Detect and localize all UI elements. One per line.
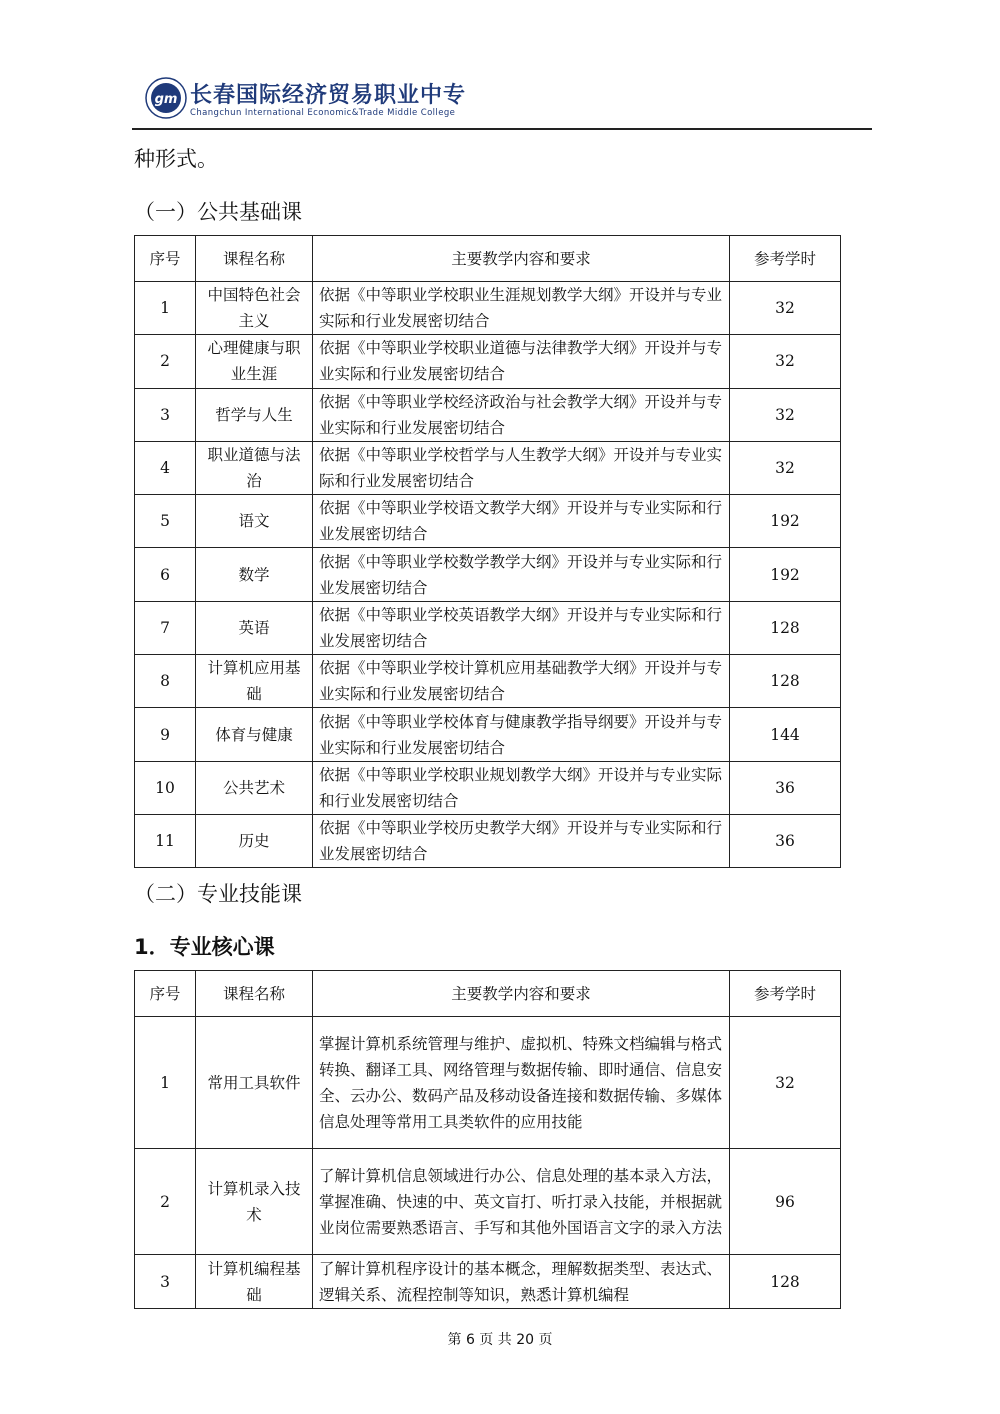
table-row xyxy=(135,495,841,548)
course-no: 1 xyxy=(135,1017,196,1149)
course-name: 常用工具软件 xyxy=(196,1017,313,1149)
course-hours: 128 xyxy=(730,601,841,654)
course-name: 历史 xyxy=(196,814,313,867)
public-courses-table xyxy=(134,235,841,868)
course-hours: 192 xyxy=(730,548,841,601)
table-row xyxy=(135,388,841,441)
course-name: 中国特色社会主义 xyxy=(196,282,313,335)
table-row xyxy=(135,335,841,388)
course-no: 3 xyxy=(135,388,196,441)
course-content: 依据《中等职业学校职业规划教学大纲》开设并与专业实际和行业发展密切结合 xyxy=(313,761,730,814)
subsection-title-core: 1．专业核心课 xyxy=(134,935,275,959)
table-row xyxy=(135,761,841,814)
course-no: 9 xyxy=(135,708,196,761)
course-no: 3 xyxy=(135,1255,196,1309)
table-header-row xyxy=(135,971,841,1017)
table-row xyxy=(135,441,841,494)
course-name: 计算机应用基础 xyxy=(196,655,313,708)
course-content: 依据《中等职业学校职业生涯规划教学大纲》开设并与专业实际和行业发展密切结合 xyxy=(313,282,730,335)
course-name: 数学 xyxy=(196,548,313,601)
course-no: 8 xyxy=(135,655,196,708)
course-content: 了解计算机信息领域进行办公、信息处理的基本录入方法，掌握准确、快速的中、英文盲打、听打录入技能，并根据就业岗位需要熟悉语言、手写和其他外国语言文字的录入方法 xyxy=(313,1149,730,1255)
page-footer: 第 6 页 共 20 页 xyxy=(447,1332,553,1348)
course-no: 7 xyxy=(135,601,196,654)
course-content: 依据《中等职业学校职业道德与法律教学大纲》开设并与专业实际和行业发展密切结合 xyxy=(313,335,730,388)
page-header xyxy=(132,72,872,130)
col-header-name: 课程名称 xyxy=(196,236,313,282)
course-hours: 32 xyxy=(730,1017,841,1149)
course-content: 依据《中等职业学校哲学与人生教学大纲》开设并与专业实际和行业发展密切结合 xyxy=(313,441,730,494)
table-row xyxy=(135,548,841,601)
col-header-name: 课程名称 xyxy=(196,971,313,1017)
course-name: 哲学与人生 xyxy=(196,388,313,441)
course-hours: 128 xyxy=(730,1255,841,1309)
course-hours: 32 xyxy=(730,441,841,494)
section-title-professional: （二）专业技能课 xyxy=(134,882,302,906)
course-hours: 96 xyxy=(730,1149,841,1255)
course-content: 依据《中等职业学校英语教学大纲》开设并与专业实际和行业发展密切结合 xyxy=(313,601,730,654)
course-no: 2 xyxy=(135,335,196,388)
school-name: 长春国际经济贸易职业中专 xyxy=(190,82,467,108)
section-title-public: （一）公共基础课 xyxy=(134,200,302,224)
course-content: 了解计算机程序设计的基本概念，理解数据类型、表达式、逻辑关系、流程控制等知识，熟悉计算机编程 xyxy=(313,1255,730,1309)
course-no: 2 xyxy=(135,1149,196,1255)
continuation-text: 种形式。 xyxy=(134,147,218,171)
course-hours: 32 xyxy=(730,282,841,335)
school-name-english: Changchun International Economic&Trade Middle College xyxy=(190,108,456,118)
course-name: 公共艺术 xyxy=(196,761,313,814)
course-name: 计算机编程基础 xyxy=(196,1255,313,1309)
table-row xyxy=(135,282,841,335)
course-no: 11 xyxy=(135,814,196,867)
course-no: 1 xyxy=(135,282,196,335)
table-row xyxy=(135,1149,841,1255)
table-row xyxy=(135,601,841,654)
course-no: 6 xyxy=(135,548,196,601)
course-name: 语文 xyxy=(196,495,313,548)
course-hours: 36 xyxy=(730,761,841,814)
course-hours: 36 xyxy=(730,814,841,867)
course-hours: 32 xyxy=(730,335,841,388)
course-content: 依据《中等职业学校数学教学大纲》开设并与专业实际和行业发展密切结合 xyxy=(313,548,730,601)
col-header-no: 序号 xyxy=(135,971,196,1017)
school-logo xyxy=(144,76,188,120)
header-divider xyxy=(132,128,872,130)
course-content: 依据《中等职业学校计算机应用基础教学大纲》开设并与专业实际和行业发展密切结合 xyxy=(313,655,730,708)
course-no: 4 xyxy=(135,441,196,494)
svg-text:gm: gm xyxy=(154,92,178,107)
table-row xyxy=(135,708,841,761)
course-name: 计算机录入技术 xyxy=(196,1149,313,1255)
course-content: 依据《中等职业学校历史教学大纲》开设并与专业实际和行业发展密切结合 xyxy=(313,814,730,867)
course-content: 依据《中等职业学校语文教学大纲》开设并与专业实际和行业发展密切结合 xyxy=(313,495,730,548)
course-hours: 32 xyxy=(730,388,841,441)
col-header-hours: 参考学时 xyxy=(730,236,841,282)
col-header-content: 主要教学内容和要求 xyxy=(313,971,730,1017)
course-name: 心理健康与职业生涯 xyxy=(196,335,313,388)
table-row xyxy=(135,1017,841,1149)
core-courses-table xyxy=(134,970,841,1309)
course-content: 依据《中等职业学校经济政治与社会教学大纲》开设并与专业实际和行业发展密切结合 xyxy=(313,388,730,441)
col-header-no: 序号 xyxy=(135,236,196,282)
course-name: 职业道德与法治 xyxy=(196,441,313,494)
table-row xyxy=(135,814,841,867)
course-hours: 128 xyxy=(730,655,841,708)
course-content: 掌握计算机系统管理与维护、虚拟机、特殊文档编辑与格式转换、翻译工具、网络管理与数据传输、即时通信、信息安全、云办公、数码产品及移动设备连接和数据传输、多媒体信息处理等常用工具类软件的应用技能 xyxy=(313,1017,730,1149)
col-header-hours: 参考学时 xyxy=(730,971,841,1017)
table-header-row xyxy=(135,236,841,282)
course-name: 体育与健康 xyxy=(196,708,313,761)
course-no: 10 xyxy=(135,761,196,814)
course-no: 5 xyxy=(135,495,196,548)
col-header-content: 主要教学内容和要求 xyxy=(313,236,730,282)
table-row xyxy=(135,655,841,708)
course-content: 依据《中等职业学校体育与健康教学指导纲要》开设并与专业实际和行业发展密切结合 xyxy=(313,708,730,761)
course-hours: 192 xyxy=(730,495,841,548)
table-row xyxy=(135,1255,841,1309)
course-hours: 144 xyxy=(730,708,841,761)
course-name: 英语 xyxy=(196,601,313,654)
